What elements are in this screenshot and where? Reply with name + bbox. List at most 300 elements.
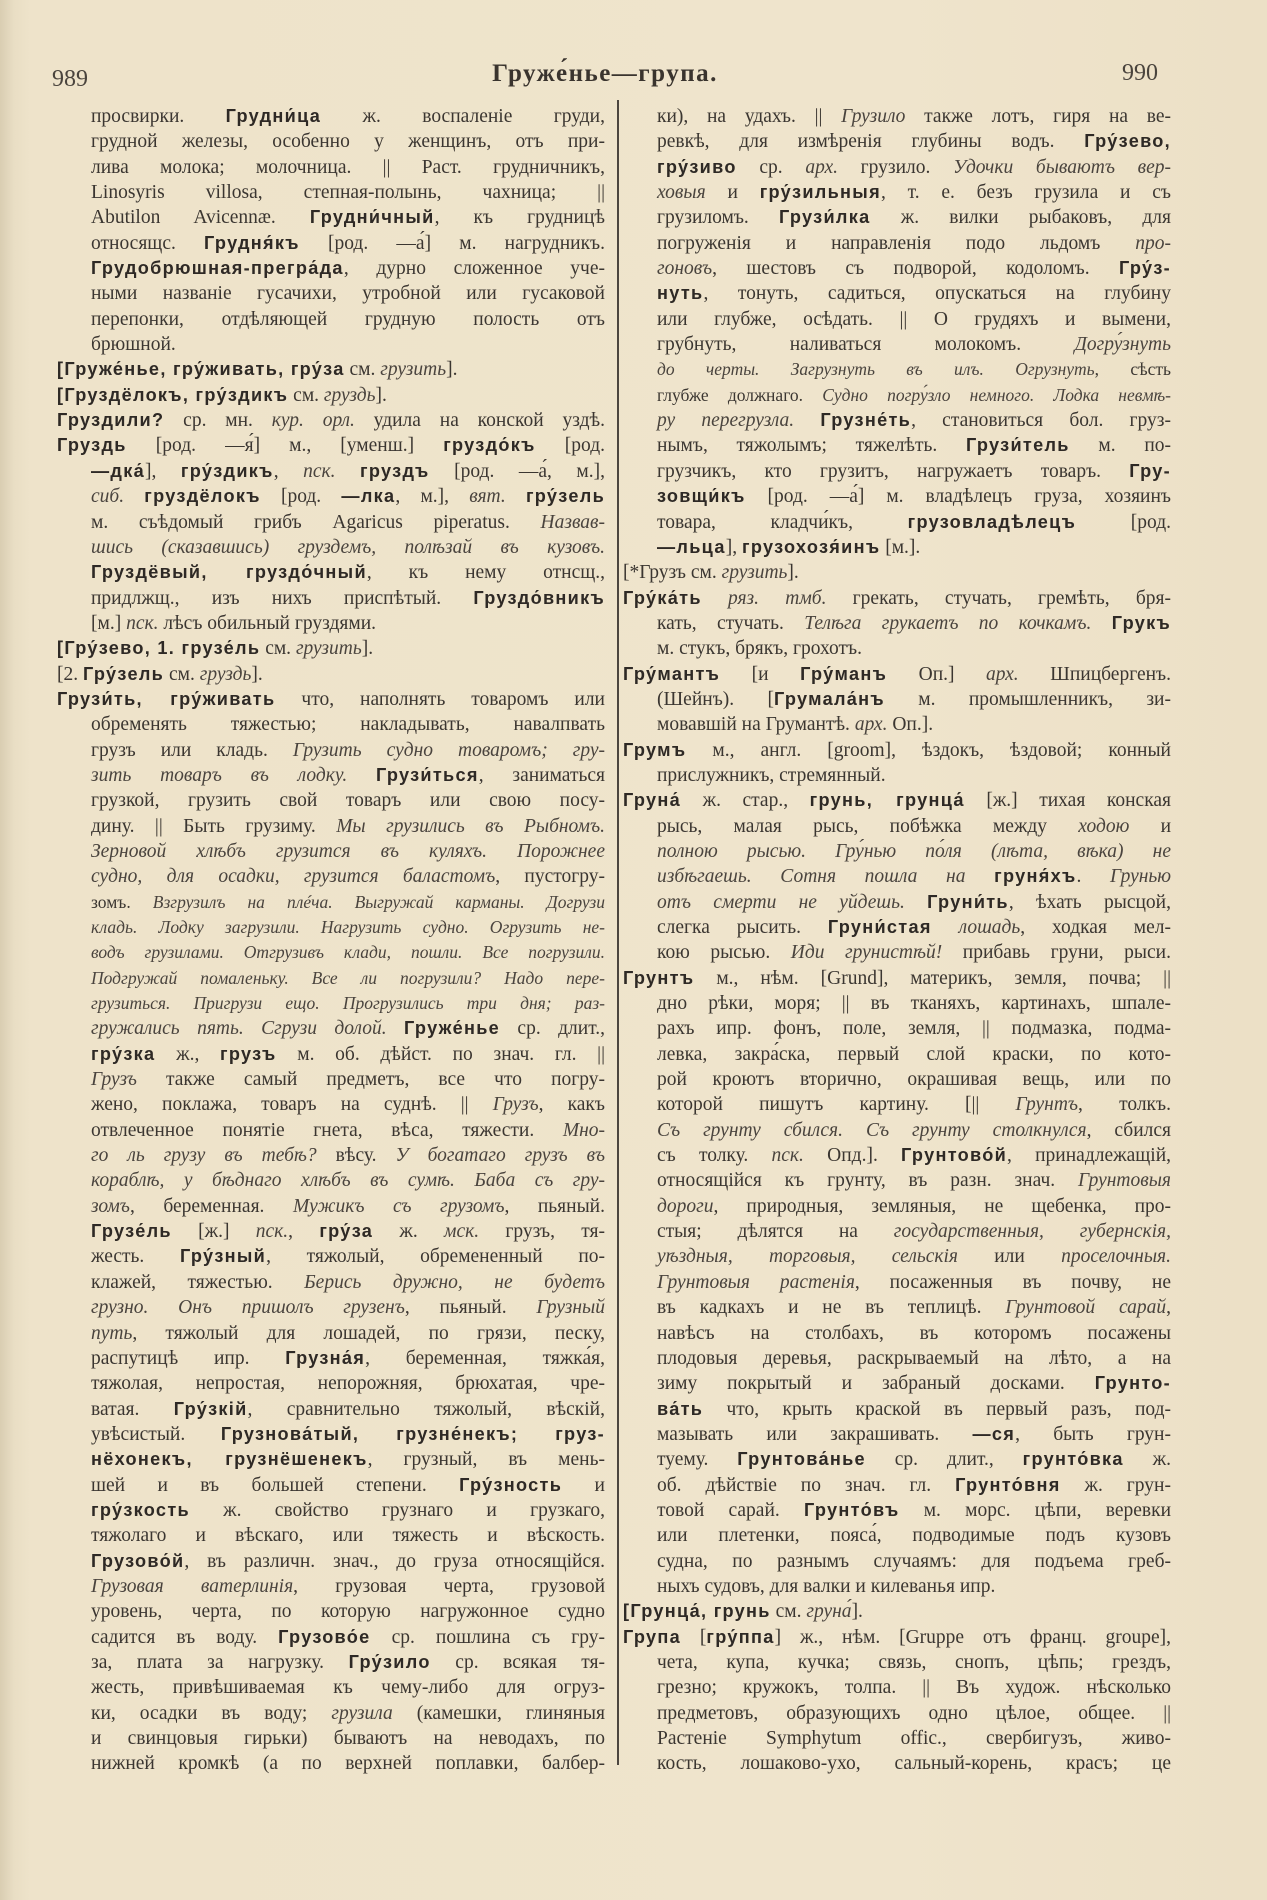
headword: Груни́ть — [927, 891, 1009, 912]
italic-text: кораблѣ, у бѣднаго хлѣбъ въ сумѣ. Баба съ гру- — [91, 1170, 605, 1192]
headword: Грузово́е — [278, 1626, 371, 1647]
headword: Грудни́чный — [309, 207, 435, 228]
text-line — [91, 1574, 605, 1599]
text: распутицѣ ипр. — [91, 1347, 286, 1369]
text: , тонуть, садиться, опускаться на глубину — [703, 283, 1171, 305]
text-line — [657, 307, 1171, 332]
headword: Грузе́ль — [91, 1221, 172, 1242]
text: ки), на удахъ. || — [657, 106, 842, 127]
headword: груня́хъ — [994, 866, 1077, 887]
text-line — [91, 1168, 605, 1193]
text: садится въ воду. — [91, 1626, 279, 1648]
text: стыя; дѣлятся на — [657, 1221, 894, 1243]
text — [965, 866, 994, 887]
text — [347, 765, 376, 786]
italic-text: сиб. — [91, 486, 125, 508]
text: , грузовая черта, грузовой — [293, 1575, 605, 1597]
text: тяжолаго и вѣскаго, или тяжесть и вѣскость. — [91, 1525, 605, 1547]
italic-text: ряз. тмб. — [728, 587, 827, 609]
headword: Груздили? — [57, 410, 165, 431]
text: ]. — [787, 562, 799, 584]
headword: нуть — [657, 283, 704, 304]
text: ватая. — [91, 1398, 174, 1420]
text: отвлеченное понятіе гнета, вѣса, тяжести. — [91, 1119, 563, 1141]
text-line — [91, 535, 605, 560]
italic-text: Грунтовыя — [1078, 1170, 1171, 1192]
text: грузкой, грузить свой товаръ или свою посу- — [91, 790, 605, 812]
text: ныхъ судовъ, для валки и килеванья ипр. — [657, 1575, 996, 1597]
text: чета, купа, кучка; связь, снопъ, цѣпь; грездъ, — [657, 1651, 1171, 1673]
italic-text: Судно погру́зло немного. Лодка невмѣ- — [822, 384, 1172, 405]
text: [род. — [1076, 511, 1171, 533]
text-line — [91, 712, 605, 737]
italic-text: Мы грузились въ Рыбномъ. — [336, 815, 605, 837]
italic-text: пск. — [771, 1145, 804, 1167]
text: рахъ ипр. фонъ, поле, земля, || подмазка, подма- — [657, 1018, 1171, 1040]
text-line — [91, 1726, 605, 1751]
headword: —льца — [657, 536, 726, 557]
text: ]. — [851, 1601, 863, 1623]
text: относящійся къ грунту, въ разн. знач. — [657, 1170, 1079, 1192]
italic-text: Догру́знуть — [1074, 334, 1171, 356]
text-line — [91, 1675, 605, 1700]
headword: Грунто́въ — [804, 1499, 900, 1520]
text-line — [91, 814, 605, 839]
headword: [Груздёлокъ, гру́здикъ — [57, 384, 289, 405]
headword: груздо́къ — [443, 435, 536, 456]
text: товой сарай. — [657, 1499, 804, 1521]
italic-text: Иди грунистѣй! — [790, 942, 943, 964]
text-line — [657, 915, 1171, 940]
text: [ж.] — [171, 1221, 256, 1243]
text-line — [91, 205, 605, 230]
text-line — [657, 763, 1171, 788]
text: Оп.]. — [887, 714, 934, 736]
headword: Гру- — [1129, 460, 1171, 481]
italic-text: Мно- — [562, 1119, 605, 1141]
headword: гру́здикъ — [180, 460, 274, 481]
text: левка, закра́ска, первый слой краски, по кото- — [657, 1043, 1171, 1065]
text: ж. грун- — [1060, 1474, 1171, 1496]
entry-head-line — [623, 586, 1171, 611]
text: лива молока; молочница. || Раст. грудничникъ, — [91, 156, 605, 178]
text: [ — [681, 1626, 707, 1648]
italic-text: груздь — [323, 384, 376, 406]
text: , шестовъ съ подворой, кодоломъ. — [712, 258, 1119, 280]
text: м. морс. цѣпи, веревки — [899, 1499, 1171, 1521]
text-line — [91, 180, 605, 205]
text-line — [91, 307, 605, 332]
headword: Грудня́къ — [204, 232, 300, 253]
text: , сравнительно тяжолый, вѣскій, — [247, 1398, 605, 1420]
text-line — [657, 433, 1171, 458]
text-line — [91, 1092, 605, 1117]
entry-head-line — [57, 662, 605, 687]
text: , — [273, 460, 304, 482]
headword: гру́зель — [525, 486, 606, 507]
italic-text: гоновъ — [657, 258, 713, 280]
entry-head-line — [623, 788, 1171, 813]
running-header-title: Груже́нье—група. — [492, 60, 718, 87]
headword: грузовладѣлецъ — [907, 511, 1077, 532]
text: м., нѣм. [Grund], материкъ, земля, почва; || — [694, 967, 1171, 989]
text: , беременная, тяжка́я, — [365, 1347, 605, 1369]
text-line — [657, 1295, 1171, 1320]
text-line — [657, 839, 1171, 864]
text-line — [91, 104, 605, 129]
text-line — [91, 763, 605, 788]
text-line — [657, 1751, 1171, 1776]
text: ], — [144, 460, 181, 482]
text: зиму покрытый и забраный досками. — [657, 1373, 1095, 1395]
headword: Грунтово́й — [901, 1145, 1008, 1166]
headword: Гру́ка́ть — [623, 587, 702, 608]
text: зомъ. — [91, 891, 153, 912]
italic-text: Грузъ — [91, 1069, 137, 1091]
text-line — [91, 1295, 605, 1320]
headword: Грузи́тель — [966, 435, 1070, 456]
text-line — [91, 991, 605, 1016]
text: ]. — [251, 663, 263, 685]
text: предметовъ, образующихъ одно цѣлое, общее. || — [657, 1702, 1171, 1724]
text: рой кроютъ вторично, окрашивая вещь, или по — [657, 1069, 1171, 1091]
italic-text: У богатаго грузъ въ — [395, 1145, 605, 1167]
text-line — [657, 890, 1171, 915]
headword: Грукъ — [1111, 612, 1171, 633]
text-line — [657, 1321, 1171, 1346]
right-column — [623, 104, 1172, 1777]
text-line — [657, 484, 1171, 509]
text: , сѣсть — [1094, 359, 1171, 380]
headword: Груже́нье — [404, 1018, 501, 1039]
headword: Грунтъ — [623, 967, 695, 988]
text: , сбился — [1086, 1119, 1171, 1141]
text: увѣсистый. — [91, 1423, 221, 1445]
text-line — [657, 940, 1171, 965]
text-line — [91, 231, 605, 256]
text — [905, 892, 927, 913]
text: , м.], — [395, 486, 470, 508]
italic-text: грузно. Онъ пришолъ грузенъ — [91, 1297, 405, 1319]
italic-text: пск. — [303, 460, 336, 482]
italic-text: грузиться. Пригрузи ещо. Прогрузились три дня; раз- — [91, 993, 605, 1014]
text: ж. вилки рыбаковъ, для — [870, 207, 1171, 229]
headword: Груздь — [57, 435, 127, 456]
entry-head-line — [623, 662, 1171, 687]
text-line — [657, 611, 1171, 636]
text: и — [1129, 815, 1172, 837]
text: погруженія и направленія подо льдомъ — [657, 232, 1136, 254]
text: брюшной. — [91, 334, 176, 356]
text: прибавь груни, рыси. — [942, 942, 1171, 964]
text-line — [657, 459, 1171, 484]
italic-text: зить товаръ въ лодку. — [91, 764, 348, 786]
italic-text: Грузный — [536, 1297, 605, 1319]
entry-head-line — [623, 1625, 1171, 1650]
text: ж. стар., — [681, 790, 810, 812]
headword: Гру́зкій — [173, 1398, 248, 1419]
text-line — [657, 636, 1171, 661]
text: ]. — [361, 638, 374, 660]
headword: Грунтова́нье — [737, 1449, 866, 1470]
text: ср. всякая тя- — [430, 1651, 605, 1673]
text: туему. — [657, 1449, 738, 1471]
text-line — [91, 788, 605, 813]
text-line — [91, 1650, 605, 1675]
italic-text: вят. — [469, 486, 506, 508]
headword: Гру́зность — [459, 1474, 563, 1495]
text: , къ нему отнсщ., — [366, 562, 605, 584]
text-line — [657, 991, 1171, 1016]
text: об. дѣйствіе по знач. гл. — [657, 1474, 956, 1496]
text: дину. || Быть грузиму. — [91, 815, 337, 837]
italic-text: проселочныя. — [1061, 1246, 1171, 1268]
italic-text: Грунью — [1110, 866, 1172, 888]
text-line — [657, 1650, 1171, 1675]
text: Шпицбергенъ. — [1018, 663, 1172, 685]
text — [336, 461, 361, 482]
text: съ толку. — [657, 1145, 772, 1167]
text: шей и въ большей степени. — [91, 1474, 460, 1496]
text: , ходкая мел- — [1020, 917, 1172, 938]
text-line — [91, 281, 605, 306]
entry-head-line — [57, 433, 605, 458]
text: ж. свойство грузнаго и грузкаго, — [189, 1499, 605, 1521]
text-line — [657, 1194, 1171, 1219]
headword: Грузна́я — [285, 1347, 366, 1368]
headword: Грумъ — [623, 739, 687, 760]
text-line — [91, 1447, 605, 1472]
text: , тяжолый для лошадей, по грязи, песку, — [132, 1322, 605, 1344]
italic-text: до черты. Загрузнуть въ илъ. Огрузнуть — [657, 359, 1095, 380]
italic-text: уѣздныя, торговыя, сельскія — [657, 1246, 958, 1268]
page-number-left: 989 — [52, 66, 88, 92]
text: . — [1076, 866, 1111, 888]
italic-text: ру перегрузла. — [657, 410, 795, 432]
text: (камешки, глиняныя — [392, 1702, 605, 1724]
headword: Гру́зный — [179, 1246, 267, 1267]
text: грудной железы, особенно у женщинъ, отъ при- — [91, 131, 605, 153]
text-line — [657, 1168, 1171, 1193]
text-line — [657, 1092, 1171, 1117]
headword: Грузи́ться — [375, 764, 479, 785]
headword: Грунто- — [1094, 1373, 1171, 1394]
text-line — [91, 155, 605, 180]
italic-text: избѣгаешь. Сотня пошла на — [657, 866, 966, 888]
text-line — [657, 1346, 1171, 1371]
text: , природныя, земляныя, не щебенка, про- — [713, 1195, 1171, 1217]
text-line — [91, 1422, 605, 1447]
text-line — [91, 1599, 605, 1624]
headword: —лка — [341, 486, 396, 507]
text-line — [657, 1498, 1171, 1523]
text-line — [657, 104, 1171, 129]
text-line — [91, 1143, 605, 1168]
italic-text: Подгружай помаленьку. Все ли погрузили? Надо пере- — [91, 967, 605, 988]
text-line — [657, 1726, 1171, 1751]
headword: —ся — [972, 1423, 1016, 1444]
text-line — [91, 1270, 605, 1295]
text — [794, 410, 820, 431]
italic-text: про- — [1135, 232, 1171, 254]
text-line — [91, 1067, 605, 1092]
text: грузъ или кладь. — [91, 739, 293, 761]
text-line — [91, 940, 605, 965]
italic-text: Грузовая ватерлинія — [91, 1575, 294, 1597]
text-line — [91, 1321, 605, 1346]
text: судна, по разнымъ случаямъ: для подъема греб- — [657, 1550, 1171, 1572]
headword: —дка́ — [91, 460, 145, 481]
headword: гру́зка — [91, 1043, 156, 1064]
italic-text: грузить — [380, 359, 447, 381]
text-line — [91, 1473, 605, 1498]
text-line — [91, 1016, 605, 1041]
headword: Груздо́вникъ — [473, 587, 605, 608]
headword: грузохозя́инъ — [741, 536, 881, 557]
text-line — [657, 1473, 1171, 1498]
text: (Шейнъ). [ — [657, 688, 774, 710]
text: м. съѣдомый грибъ Agaricus piperatus. — [91, 511, 541, 533]
text: рысь, малая рысь, побѣжка между — [657, 815, 1079, 837]
text: нымъ, тяжолымъ; тяжелѣть. — [657, 435, 966, 457]
text — [387, 1018, 404, 1039]
text: ср. — [736, 156, 806, 178]
headword: гру́ппа — [706, 1626, 775, 1647]
text: мазывать или закрашивать. — [657, 1423, 973, 1445]
text: , быть грун- — [1015, 1423, 1171, 1445]
text: , принадлежащій, — [1007, 1145, 1172, 1167]
headword: груздъ — [360, 460, 430, 481]
italic-text: Берись дружно, не будетъ — [304, 1271, 605, 1293]
italic-text: го ль грузу въ тебѣ? — [91, 1145, 317, 1167]
headword: ва́ть — [657, 1398, 704, 1419]
italic-text: грузить — [721, 562, 788, 584]
text: и свинцовыя гирьки) бываютъ на неводахъ, по — [91, 1728, 605, 1749]
headword: Грузнова́тый, грузне́некъ; груз- — [220, 1423, 605, 1444]
italic-text: Грунтовыя растенія — [657, 1271, 855, 1293]
text-line — [657, 357, 1171, 382]
text: прислужникъ, стремянный. — [657, 764, 886, 786]
text-line — [657, 864, 1171, 889]
italic-text: полною рысью. Гру́нью по́ля (лѣта, вѣка) не — [657, 840, 1171, 862]
headword: грунь, грунца́ — [809, 790, 965, 811]
italic-text: судно, для осадки, грузится баластомъ — [91, 866, 496, 888]
headword: Грунто́вня — [955, 1474, 1061, 1495]
text-line — [657, 1397, 1171, 1422]
text-line — [657, 1523, 1171, 1548]
text: , какъ — [538, 1094, 605, 1116]
text: и — [705, 182, 760, 204]
text: , заниматься — [478, 764, 605, 786]
text: ж. воспаленіе груди, — [321, 106, 605, 127]
headword: Група — [623, 1626, 682, 1647]
text: [м.] — [91, 612, 127, 634]
headword: Грузи́ть, гру́живать — [57, 688, 276, 709]
text: глубже должнаго. — [657, 384, 823, 405]
headword: Груздёвый, груздо́чный — [91, 562, 367, 583]
text-line — [657, 1701, 1171, 1726]
page-number-right: 990 — [1122, 60, 1158, 86]
text-line — [91, 510, 605, 535]
text-line — [657, 180, 1171, 205]
headword: гру́за — [319, 1221, 374, 1242]
text: ки, осадки въ воду; — [91, 1702, 332, 1724]
italic-text: гружались пять. Сгрузи долой. — [91, 1018, 387, 1040]
text: [м.]. — [880, 536, 921, 558]
text: см. — [288, 384, 324, 406]
text-line — [91, 1523, 605, 1548]
headword: гру́зиво — [657, 156, 737, 177]
text: ] ж., нѣм. [Gruppe отъ франц. groupe], — [774, 1626, 1171, 1648]
text-line — [657, 1447, 1171, 1472]
italic-text: шись (сказавшись) груздемъ, полѣзай въ кузовъ. — [91, 536, 605, 558]
headword: [Груже́нье, гру́живать, гру́за — [57, 359, 345, 380]
italic-text: арх. — [805, 156, 838, 178]
text-line — [657, 1574, 1171, 1599]
text: мовавшій на Грумантѣ. — [657, 714, 855, 736]
text: вѣсу. — [316, 1145, 396, 1167]
italic-text: пск. — [255, 1221, 289, 1243]
text: тяжолая, непростая, непорожняя, брюхатая, чре- — [91, 1373, 605, 1395]
entry-head-line — [623, 1599, 1171, 1624]
text-line — [91, 560, 605, 585]
text: грезно; кружокъ, толпа. || Въ худож. нѣсколько — [657, 1677, 1171, 1699]
text: см. — [260, 638, 296, 660]
text: что, крыть краской въ первый разъ, под- — [703, 1398, 1171, 1420]
text: , ѣхать рысцой, — [1008, 891, 1171, 913]
text-line — [657, 281, 1171, 306]
text-line — [657, 383, 1171, 408]
italic-text: груздь — [199, 663, 252, 685]
headword: [Гру́зево, 1. грузе́ль — [57, 638, 261, 659]
text-line — [657, 408, 1171, 433]
text-line — [91, 966, 605, 991]
text: нижней кромкѣ (а по верхней поплавки, балбер- — [91, 1753, 605, 1775]
italic-text: Грунтъ — [1015, 1094, 1079, 1116]
text-line — [91, 1701, 605, 1726]
text: м., англ. [groom], ѣздокъ, ѣздовой; конный — [686, 739, 1171, 761]
text-line — [91, 738, 605, 763]
text-line — [657, 129, 1171, 154]
text: которой пишутъ картину. [|| — [657, 1094, 1016, 1116]
column-divider — [617, 100, 619, 1765]
italic-text: Удочки бываютъ вер- — [953, 156, 1171, 178]
italic-text: Зерновой хлѣбъ грузится въ куляхъ. Порожнее — [91, 840, 605, 862]
text: , грузный, въ мень- — [367, 1449, 605, 1471]
italic-text: пск. — [126, 612, 159, 634]
headword: Грузово́й — [91, 1550, 185, 1571]
text-line — [91, 129, 605, 154]
text-line — [657, 332, 1171, 357]
text: ж., — [155, 1043, 221, 1065]
text: удила на конской уздѣ. — [354, 410, 605, 432]
headword: Грузне́ть — [820, 410, 912, 431]
text: ср. длит., — [500, 1018, 606, 1040]
text: что, наполнять товаромъ или — [275, 688, 605, 710]
headword: нёхонекъ, грузнёшенекъ — [91, 1449, 368, 1470]
italic-text: зомъ — [91, 1195, 130, 1217]
headword: Грудни́ца — [225, 106, 322, 126]
text: , дурно сложенное уче- — [343, 258, 605, 280]
italic-text: арх. — [986, 663, 1019, 685]
text: м. стукъ, брякъ, грохотъ. — [657, 638, 863, 660]
text: ср. длит., — [865, 1449, 1023, 1471]
italic-text: кладь. Лодку загрузили. Нагрузить судно. Огрузить не- — [91, 917, 605, 937]
text: или — [957, 1246, 1062, 1268]
text: относящс. — [91, 232, 205, 254]
headword: Грузи́лка — [779, 207, 871, 228]
text-line — [91, 256, 605, 281]
